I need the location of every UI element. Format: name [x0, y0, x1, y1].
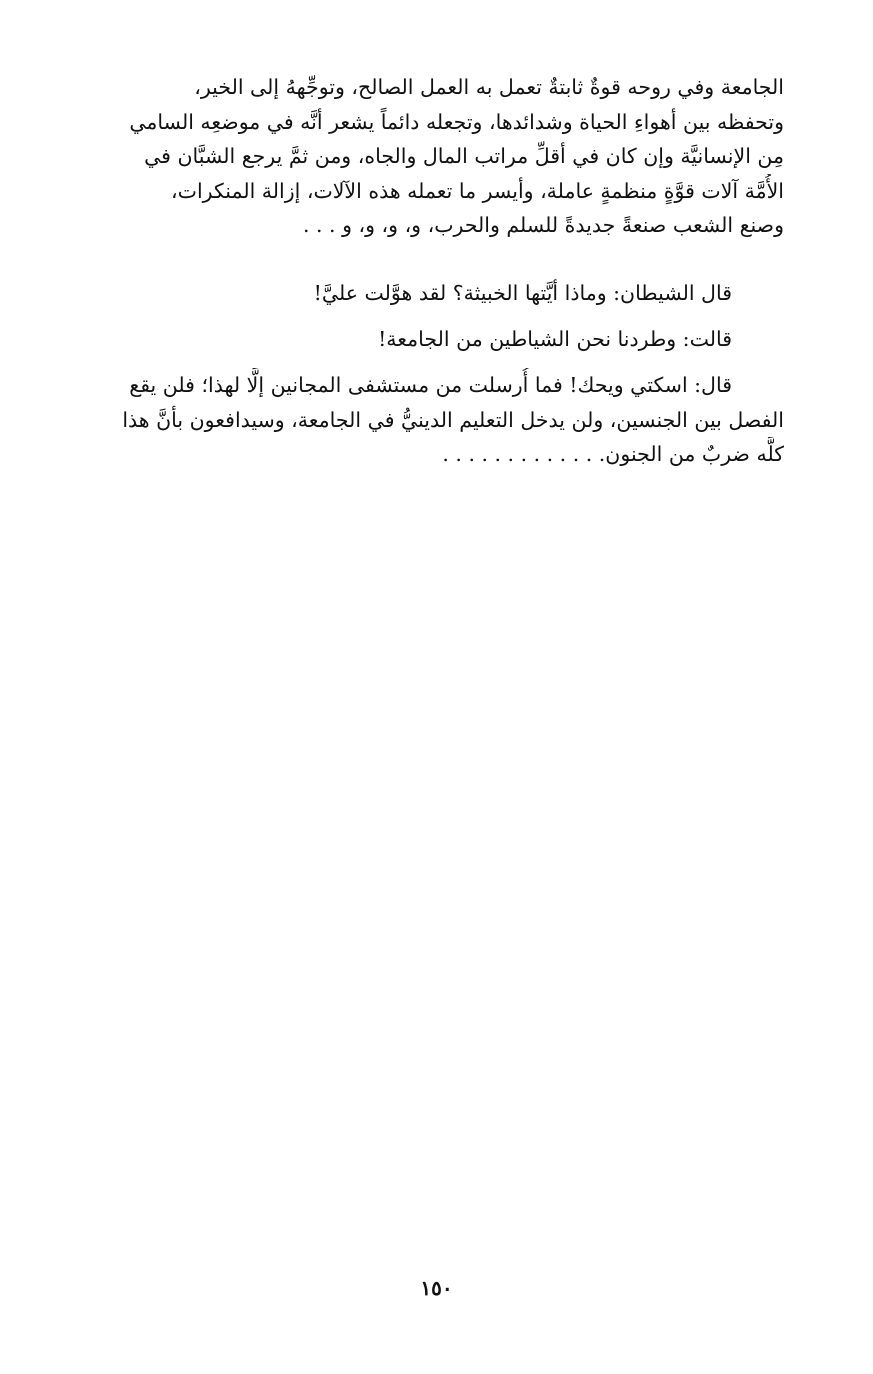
text-line: قالت: وطردنا نحن الشياطين من الجامعة!: [378, 327, 732, 351]
paragraph-dialogue-satan: [46, 276, 784, 311]
text-line: الجامعة وفي روحه قوةٌ ثابتةٌ تعمل به العمل الصالح، وتوجِّههُ إلى الخير،: [194, 75, 784, 99]
text-line: الفصل بين الجنسين، ولن يدخل التعليم الدينيُّ في الجامعة، وسيدافعون بأنَّ هذا: [122, 407, 784, 432]
paragraph-dialogue-she: [46, 322, 784, 357]
page-number: ١٥٠: [420, 1276, 453, 1300]
text-line: وتحفظه بين أهواءِ الحياة وشدائدها، وتجعله دائماً يشعر أنَّه في موضعِه السامي: [129, 109, 784, 134]
text-line: مِن الإنسانيَّة وإن كان في أقلِّ مراتب المال والجاه، ومن ثمَّ يرجع الشبَّان في: [144, 144, 784, 168]
text-line: كلَّه ضربٌ من الجنون. . . . . . . . . . . . .: [442, 442, 784, 466]
text-line: وصنع الشعب صنعةً جديدةً للسلم والحرب، و، و، و، و . . .: [302, 213, 784, 237]
text-line: قال الشيطان: وماذا أيَّتها الخبيثة؟ لقد هوَّلت عليَّ!: [313, 281, 732, 305]
paragraph-narration: [46, 70, 784, 243]
text-line: الأُمَّة آلات قوَّةٍ منظمةٍ عاملة، وأيسر ما تعمله هذه الآلات، إزالة المنكرات،: [171, 178, 784, 203]
text-line: قال: اسكتي ويحك! فما أُرسلت من مستشفى المجانين إلَّا لهذا؛ فلن يقع: [129, 373, 732, 397]
paragraph-dialogue-he: [46, 368, 784, 472]
